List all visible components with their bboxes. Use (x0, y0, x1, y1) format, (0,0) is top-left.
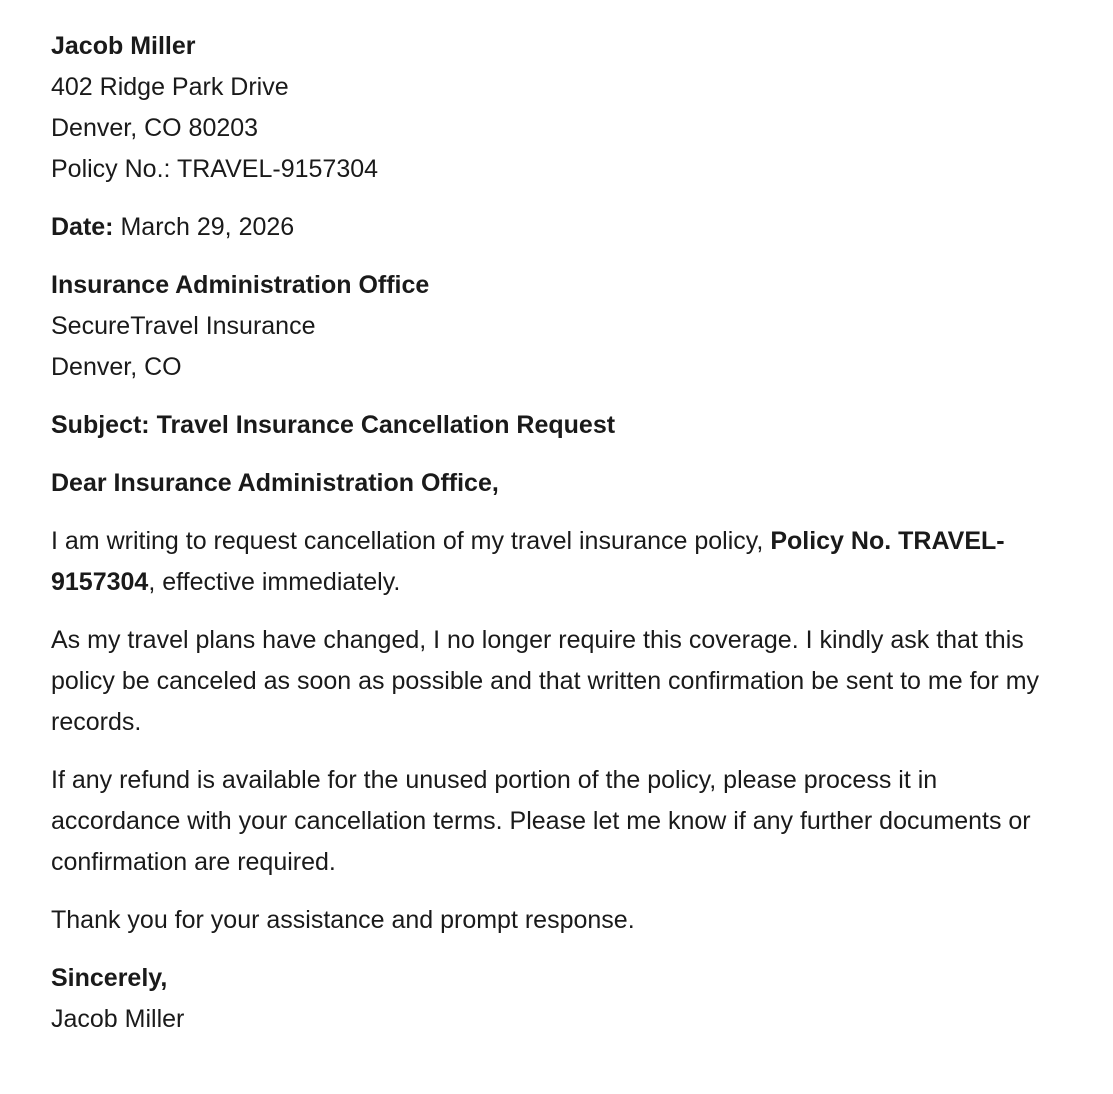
closing-block (51, 958, 1063, 1040)
recipient-address-block (51, 265, 1063, 388)
closing-salutation: Sincerely, (51, 964, 168, 992)
date-label: Date: (51, 213, 114, 241)
letter-document (51, 26, 1063, 1040)
recipient-city-state: Denver, CO (51, 353, 182, 381)
date-line (51, 207, 1063, 248)
sender-street: 402 Ridge Park Drive (51, 73, 289, 101)
signature-name: Jacob Miller (51, 1005, 185, 1033)
sender-address-block (51, 26, 1063, 190)
body-p1-policy-number: Policy No. TRAVEL-9157304 (51, 527, 1005, 596)
body-p1-text-before: I am writing to request cancellation of my travel insurance policy, (51, 527, 771, 555)
subject-line: Subject: Travel Insurance Cancellation Request (51, 411, 616, 439)
body-paragraph-2: As my travel plans have changed, I no longer require this coverage. I kindly ask that this policy be canceled as soon as possible and that written confirmation be sent to me for my records. (51, 626, 1040, 736)
sender-policy-number: Policy No.: TRAVEL-9157304 (51, 155, 379, 183)
body-paragraph-3: If any refund is available for the unused portion of the policy, please process it in accordance with your cancellation terms. Please let me know if any further documents or confirmation are required. (51, 766, 1031, 876)
sender-name: Jacob Miller (51, 32, 196, 60)
salutation-line: Dear Insurance Administration Office, (51, 469, 499, 497)
recipient-company: SecureTravel Insurance (51, 312, 316, 340)
body-p1-text-after: , effective immediately. (148, 568, 401, 596)
recipient-office: Insurance Administration Office (51, 271, 430, 299)
body-paragraph-4: Thank you for your assistance and prompt response. (51, 906, 635, 934)
date-value: March 29, 2026 (113, 213, 295, 241)
body-paragraph-1 (51, 521, 1063, 603)
sender-city-state-zip: Denver, CO 80203 (51, 114, 259, 142)
